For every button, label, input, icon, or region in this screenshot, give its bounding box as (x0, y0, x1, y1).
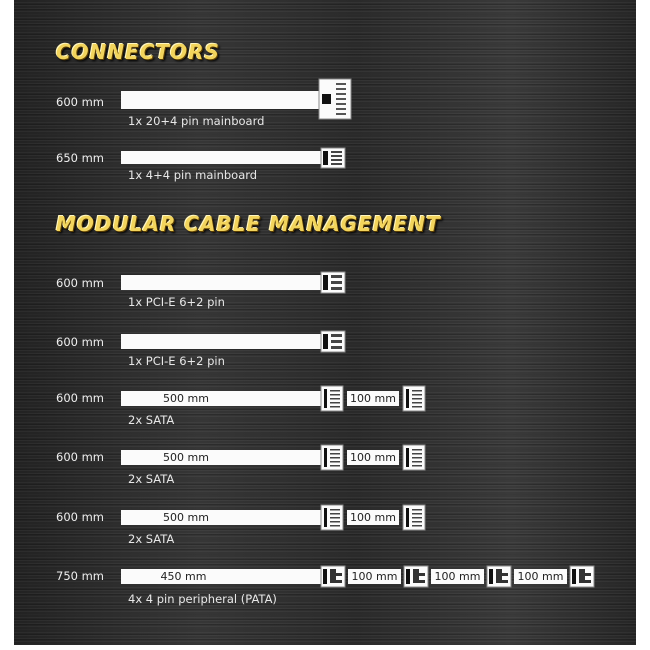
segment-length: 450 mm (160, 570, 207, 583)
cable-row-sata-1 (14, 391, 636, 441)
molex-connector-icon (403, 565, 429, 588)
cable-line (121, 450, 321, 465)
cable-description: 1x 20+4 pin mainboard (128, 114, 265, 128)
cable-diagram-panel (14, 0, 636, 645)
cable-description: 2x SATA (128, 532, 175, 546)
cable-length: 650 mm (56, 151, 105, 165)
cable-line (121, 334, 321, 349)
pcie-connector-icon (320, 330, 346, 353)
cable-description: 2x SATA (128, 413, 175, 427)
molex-connector-icon (486, 565, 512, 588)
extension-segment: 100 mm (347, 450, 399, 465)
sata-connector-icon (402, 504, 426, 531)
molex-connector-icon (320, 565, 346, 588)
cable-row-sata-2 (14, 450, 636, 500)
cable-description: 1x PCI-E 6+2 pin (128, 354, 225, 368)
sata-connector-icon (402, 385, 426, 412)
cable-length: 600 mm (56, 276, 105, 290)
cable-line (121, 151, 321, 164)
eps-8pin-connector-icon (320, 147, 346, 169)
segment-length: 500 mm (163, 392, 209, 405)
extension-segment: 100 mm (514, 569, 567, 584)
atx-24pin-connector-icon (318, 78, 352, 120)
sata-connector-icon (320, 504, 344, 531)
cable-description: 2x SATA (128, 472, 175, 486)
pcie-connector-icon (320, 271, 346, 294)
cable-length: 750 mm (56, 569, 105, 583)
cable-length: 600 mm (56, 391, 105, 405)
extension-segment: 100 mm (348, 569, 401, 584)
sata-connector-icon (320, 385, 344, 412)
cable-line (121, 91, 321, 109)
cable-row-pcie-1 (14, 276, 636, 326)
sata-connector-icon (320, 444, 344, 471)
cable-description: 1x PCI-E 6+2 pin (128, 295, 225, 309)
segment-length: 500 mm (163, 511, 209, 524)
cable-row-peripheral (14, 569, 636, 619)
cable-description: 1x 4+4 pin mainboard (128, 168, 258, 182)
cable-row-sata-3 (14, 510, 636, 560)
cable-line (121, 510, 321, 525)
cable-line (121, 391, 321, 406)
segment-length: 500 mm (163, 451, 209, 464)
cable-line (121, 569, 321, 584)
cable-length: 600 mm (56, 335, 105, 349)
sata-connector-icon (402, 444, 426, 471)
cable-row-pcie-2 (14, 335, 636, 385)
modular-cable-heading: MODULAR CABLE MANAGEMENT (56, 212, 441, 236)
molex-connector-icon (569, 565, 595, 588)
cable-length: 600 mm (56, 510, 105, 524)
cable-length: 600 mm (56, 95, 105, 109)
cable-description: 4x 4 pin peripheral (PATA) (128, 592, 277, 606)
cable-row-mainboard-8pin (14, 151, 636, 201)
extension-segment: 100 mm (431, 569, 484, 584)
cable-line (121, 275, 321, 290)
cable-row-mainboard-24pin (14, 94, 636, 144)
extension-segment: 100 mm (347, 391, 399, 406)
extension-segment: 100 mm (347, 510, 399, 525)
cable-length: 600 mm (56, 450, 105, 464)
connectors-heading: CONNECTORS (56, 40, 220, 64)
